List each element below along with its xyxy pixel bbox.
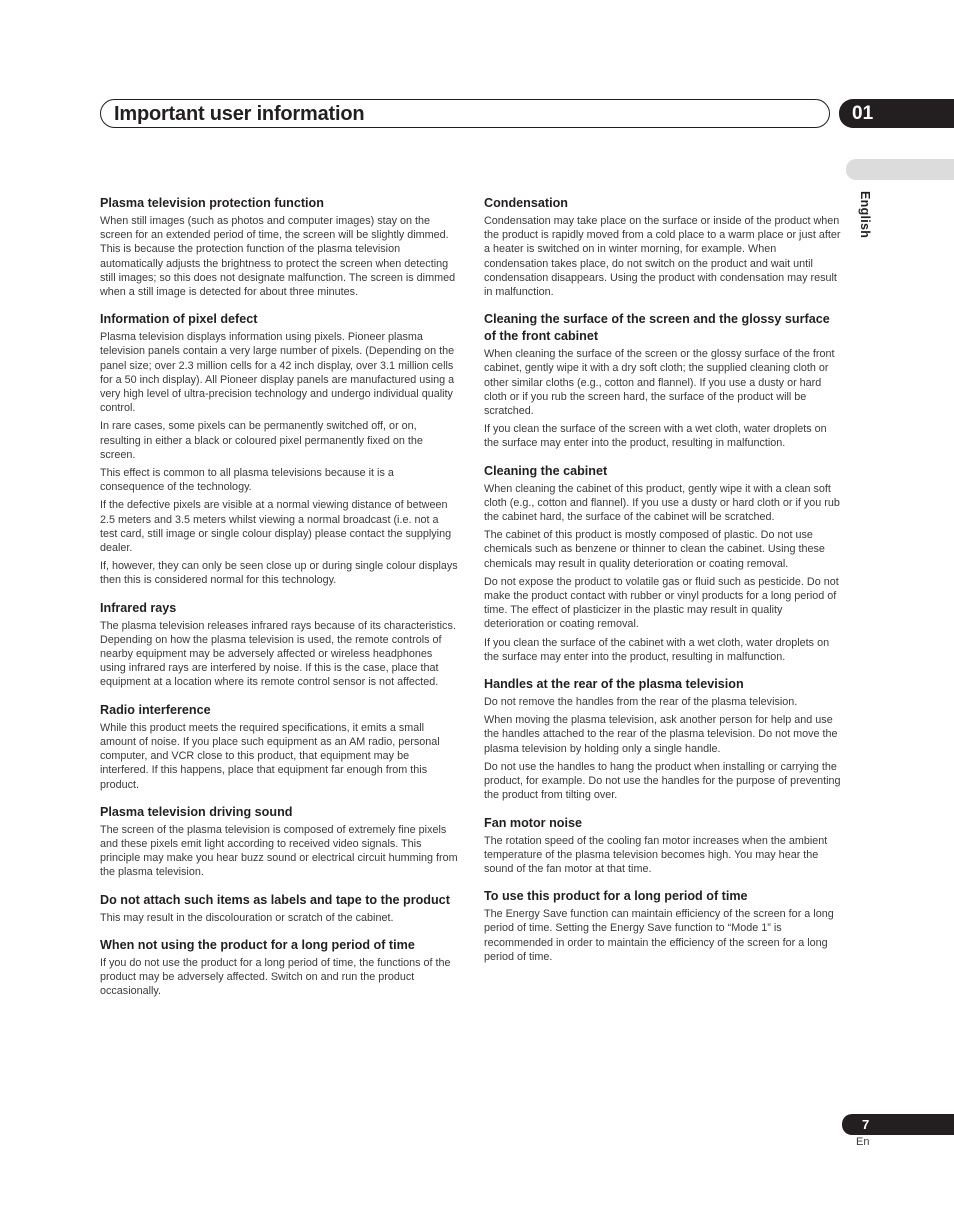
section-paragraph: This effect is common to all plasma televisions because it is a consequence of the technology. bbox=[100, 467, 394, 494]
section-heading: Fan motor noise bbox=[484, 815, 582, 830]
section-paragraph: This may result in the discolouration or scratch of the cabinet. bbox=[100, 911, 394, 924]
section-paragraph: The plasma television releases infrared rays because of its characteristics. Depending on how the plasma television is used, the remote controls of nearby equipment may be adversely affected or wireless headphones using infrared rays are interfered by noise. If this is the case, place that equipment at a location where its remote control sensor is not affected. bbox=[100, 619, 456, 689]
section-paragraph: While this product meets the required specifications, it emits a small amount of noise. If you place such equipment as an AM radio, personal computer, and VCR close to this product, that equipment may be interfered. If this happens, place that equipment far enough from this product. bbox=[100, 721, 440, 791]
page-number: 7 bbox=[862, 1117, 870, 1132]
section bbox=[100, 702, 458, 792]
right-column bbox=[484, 195, 842, 976]
left-column bbox=[100, 195, 458, 1010]
page-number-tab bbox=[842, 1114, 954, 1135]
section bbox=[100, 804, 458, 880]
section-heading: When not using the product for a long period of time bbox=[100, 937, 415, 952]
page-language-code: En bbox=[856, 1136, 870, 1148]
section bbox=[100, 600, 458, 690]
language-label: English bbox=[858, 191, 872, 239]
section-heading: Handles at the rear of the plasma television bbox=[484, 677, 744, 692]
section-paragraph: When still images (such as photos and computer images) stay on the screen for an extended period of time, the screen will be slightly dimmed. This is because the protection function of the plasma television automatically adjusts the brightness to protect the screen when detecting still images; so this does not designate malfunction. The screen is dimmed when a still image is detected for about three minutes. bbox=[100, 215, 456, 299]
section-paragraph: Condensation may take place on the surface or inside of the product when the product is rapidly moved from a cold place to a warm place or just after a heater is switched on in winter morning, for example. When condensation takes place, do not switch on the product and wait until condensation disappears. Using the product with condensation may result in malfunction. bbox=[484, 215, 841, 299]
page-title: Important user information bbox=[114, 103, 365, 125]
section bbox=[484, 888, 842, 964]
section-heading: Plasma television protection function bbox=[100, 196, 324, 210]
section-paragraph: If the defective pixels are visible at a normal viewing distance of between 2.5 meters and 3.5 meters whilst viewing a normal broadcast (i.e. not a test card, still image or single colour display) please contact the supplying dealer. bbox=[100, 499, 452, 555]
section bbox=[100, 311, 458, 587]
section-heading: Information of pixel defect bbox=[100, 312, 258, 327]
language-tab bbox=[846, 159, 954, 180]
section-paragraph: When cleaning the surface of the screen or the glossy surface of the front cabinet, gently wipe it with a dry soft cloth; the supplied cleaning cloth or other similar cloths (e.g., cotton and flannel). If you use a dusty or hard cloth or if you rub the screen hard, the surface of the product will be scratched. bbox=[484, 348, 835, 418]
chapter-number: 01 bbox=[852, 103, 874, 124]
section bbox=[100, 892, 458, 925]
section bbox=[484, 463, 842, 664]
section-paragraph: If you do not use the product for a long period of time, the functions of the product may be adversely affected. Switch on and run the product occasionally. bbox=[100, 956, 451, 998]
section bbox=[484, 311, 842, 450]
section-paragraph: Do not use the handles to hang the product when installing or carrying the product, for example. Do not use the handles for the purpose of preventing the product from tilting over. bbox=[484, 760, 841, 802]
section-paragraph: If, however, they can only be seen close up or during single colour displays then this is considered normal for this technology. bbox=[100, 560, 458, 587]
section-heading: Do not attach such items as labels and tape to the product bbox=[100, 892, 450, 907]
section-heading: To use this product for a long period of time bbox=[484, 889, 748, 904]
section-paragraph: If you clean the surface of the cabinet with a wet cloth, water droplets on the surface may enter into the product, resulting in malfunction. bbox=[484, 636, 830, 663]
section bbox=[100, 195, 458, 299]
section bbox=[100, 937, 458, 999]
section-paragraph: Plasma television displays information using pixels. Pioneer plasma television panels contain a very large number of pixels. (Depending on the panel size; over 2.3 million cells for a 42 inch display, over 3.1 million cells for a 50 inch display). All Pioneer display panels are manufactured using a very high level of ultra-precision technology and undergo individual quality control. bbox=[100, 331, 455, 415]
section-paragraph: In rare cases, some pixels can be permanently switched off, or on, resulting in either a black or coloured pixel permanently fixed on the screen. bbox=[100, 420, 423, 461]
section-heading: Radio interference bbox=[100, 702, 211, 717]
section bbox=[484, 676, 842, 802]
section bbox=[484, 815, 842, 877]
section-paragraph: The cabinet of this product is mostly composed of plastic. Do not use chemicals such as benzene or thinner to clean the cabinet. Using these chemicals may result in quality deterioration or coating removal. bbox=[484, 529, 825, 570]
section-heading: Cleaning the cabinet bbox=[484, 463, 608, 478]
section-heading: Infrared rays bbox=[100, 600, 177, 615]
section-paragraph: The screen of the plasma television is composed of extremely fine pixels and these pixels emit light according to received video signals. This principle may make you hear buzz sound or electrical circuit humming from the plasma television. bbox=[100, 823, 458, 879]
section-heading: Cleaning the surface of the screen and the glossy surface of the front cabinet bbox=[484, 312, 830, 344]
section-paragraph: If you clean the surface of the screen with a wet cloth, water droplets on the surface may enter into the product, resulting in malfunction. bbox=[484, 423, 827, 450]
section bbox=[484, 195, 842, 299]
section-paragraph: Do not expose the product to volatile gas or fluid such as pesticide. Do not make the product contact with rubber or vinyl products for a long period of time. The effect of plasticizer in the plastic may result in quality deterioration or coating removal. bbox=[484, 575, 839, 631]
section-paragraph: The Energy Save function can maintain efficiency of the screen for a long period of time. Setting the Energy Save function to “Mode 1” is recommended in order to maintain the efficiency of the screen for a long period of time. bbox=[484, 908, 834, 963]
section-paragraph: When moving the plasma television, ask another person for help and use the handles attached to the rear of the plasma television. Do not move the plasma television by holding only a single handle. bbox=[484, 714, 838, 755]
section-heading: Plasma television driving sound bbox=[100, 804, 293, 819]
section-paragraph: Do not remove the handles from the rear of the plasma television. bbox=[484, 696, 798, 709]
section-heading: Condensation bbox=[484, 196, 568, 210]
section-paragraph: When cleaning the cabinet of this product, gently wipe it with a clean soft cloth (e.g., cotton and flannel). If you use a dusty or hard cloth or if you rub the cabinet hard, the surface of the cabinet will be scratched. bbox=[484, 482, 840, 524]
section-paragraph: The rotation speed of the cooling fan motor increases when the ambient temperature of the plasma television becomes high. You may hear the sound of the fan motor at that time. bbox=[484, 834, 828, 875]
